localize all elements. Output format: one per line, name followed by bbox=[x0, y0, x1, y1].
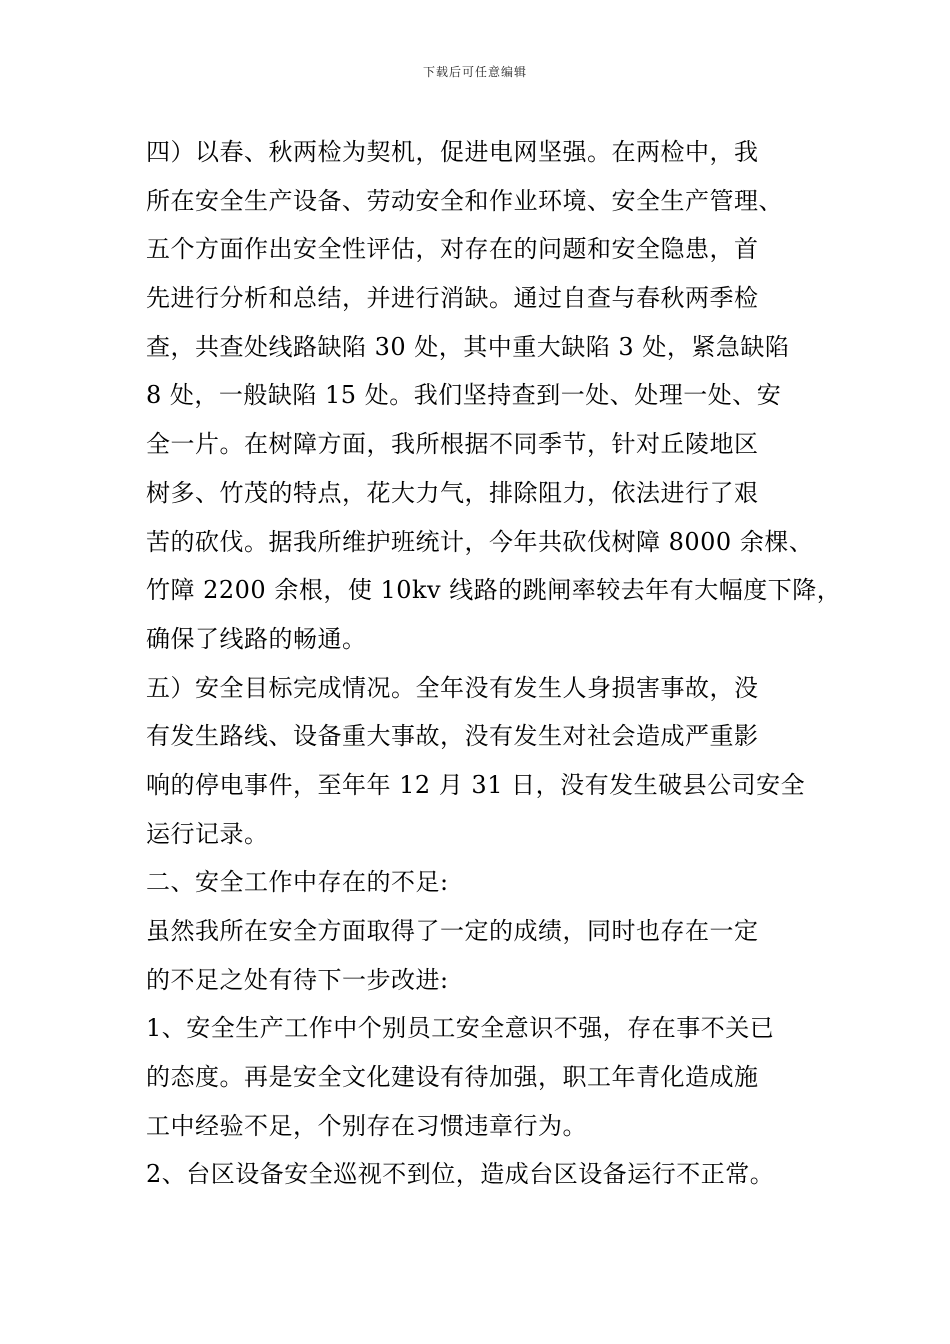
text-line: 2、台区设备安全巡视不到位，造成台区设备运行不正常。 bbox=[146, 1160, 775, 1189]
text-line: 1、安全生产工作中个别员工安全意识不强，存在事不关已 bbox=[146, 1014, 775, 1043]
text-line: 五个方面作出安全性评估，对存在的问题和安全隐患，首 bbox=[146, 235, 759, 264]
text-line: 8 处，一般缺陷 15 处。我们坚持查到一处、处理一处、安 bbox=[146, 381, 782, 410]
text-line: 虽然我所在安全方面取得了一定的成绩，同时也存在一定 bbox=[146, 917, 759, 945]
text-line: 查，共查处线路缺陷 30 处，其中重大缺陷 3 处，紧急缺陷 bbox=[146, 332, 790, 361]
text-line: 苦的砍伐。据我所维护班统计，今年共砍伐树障 8000 余棵、 bbox=[146, 527, 814, 556]
text-line: 全一片。在树障方面，我所根据不同季节，针对丘陵地区 bbox=[146, 430, 759, 459]
text-line: 所在安全生产设备、劳动安全和作业环境、安全生产管理、 bbox=[146, 186, 783, 215]
text-line: 竹障 2200 余根，使 10kv 线路的跳闸率较去年有大幅度下降， bbox=[146, 576, 842, 605]
text-line: 工中经验不足，个别存在习惯违章行为。 bbox=[146, 1111, 587, 1140]
text-line: 确保了线路的畅通。 bbox=[146, 624, 367, 653]
text-line: 五）安全目标完成情况。全年没有发生人身损害事故，没 bbox=[146, 673, 759, 702]
document-body bbox=[146, 128, 842, 1199]
text-line: 响的停电事件，至年年 12 月 31 日，没有发生破县公司安全 bbox=[146, 770, 806, 799]
text-line: 的不足之处有待下一步改进: bbox=[146, 965, 449, 994]
section-heading: 二、安全工作中存在的不足: bbox=[146, 868, 449, 897]
page-header: 下载后可任意编辑 bbox=[422, 65, 527, 79]
text-line: 的态度。再是安全文化建设有待加强，职工年青化造成施 bbox=[146, 1063, 759, 1092]
text-line: 运行记录。 bbox=[146, 819, 269, 848]
text-line: 有发生路线、设备重大事故，没有发生对社会造成严重影 bbox=[146, 722, 759, 751]
text-line: 先进行分析和总结，并进行消缺。通过自查与春秋两季检 bbox=[146, 284, 759, 313]
text-line: 四）以春、秋两检为契机，促进电网坚强。在两检中，我 bbox=[146, 138, 759, 166]
text-line: 树多、竹茂的特点，花大力气，排除阻力，依法进行了艰 bbox=[146, 478, 759, 507]
